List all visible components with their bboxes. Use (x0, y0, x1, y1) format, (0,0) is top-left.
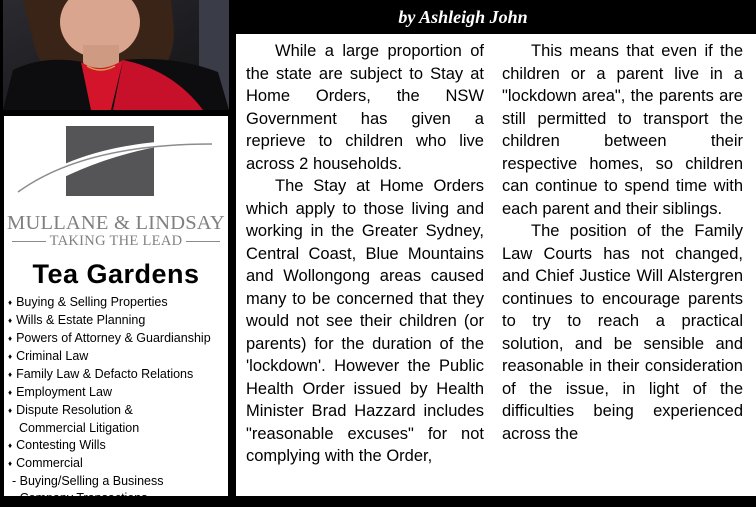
byline: by Ashleigh John (398, 7, 528, 27)
firm-name: MULLANE & LINDSAY (7, 212, 225, 234)
article-column-1 (246, 40, 484, 468)
service-item: ♦ Commercial (8, 455, 228, 473)
paragraph: While a large proportion of the state are subject to Stay at Home Orders, the NSW Government has given a reprieve to children who live across 2 households. (246, 42, 484, 173)
tagline: TAKING THE LEAD (49, 233, 183, 249)
service-item: ♦ Wills & Estate Planning (8, 312, 228, 330)
article-column-2 (502, 40, 743, 445)
service-item: ♦ Buying & Selling Properties (8, 294, 228, 312)
firm-logo (14, 126, 218, 196)
service-item: ♦ Family Law & Defacto Relations (8, 366, 228, 384)
service-subitem: - Company Transactions (12, 491, 148, 505)
tagline-rule-right (186, 241, 220, 243)
service-item: ♦ Employment Law (8, 384, 228, 402)
service-item: ♦ Contesting Wills (8, 437, 228, 455)
paragraph: The position of the Family Law Courts has not changed, and Chief Justice Will Alstergren continues to encourage parents to try to reach a practical solution, and be sensible and reasonable in their consideration of the issue, in light of the difficulties being experienced across the (502, 222, 743, 443)
service-item: ♦ Criminal Law (8, 348, 228, 366)
office-location: Tea Gardens (32, 259, 200, 289)
paragraph: The Stay at Home Orders which apply to those living and working in the Greater Sydney, Central Coast, Blue Mountains and Wollongong areas caused many to be concerned that they would not see their children (or parents) for the duration of the 'lockdown'. However the Public Health Order issued by Health Minister Brad Hazzard includes "reasonable excuses" for not complying with the Order, (246, 177, 484, 465)
service-item-continued: Commercial Litigation (19, 421, 140, 435)
tagline-rule-left (12, 241, 46, 243)
author-photo (3, 0, 229, 110)
law-firm-advertisement (4, 116, 228, 505)
service-subitem: - Buying/Selling a Business (12, 474, 164, 488)
service-item: ♦ Powers of Attorney & Guardianship (8, 330, 228, 348)
article-body (236, 34, 756, 496)
services-list (8, 294, 228, 507)
byline-banner (236, 5, 756, 30)
paragraph: This means that even if the children or a parent live in a "lockdown area", the parents are still permitted to transport the children between their respective homes, so children can continue to spend time with each parent and their siblings. (502, 42, 743, 218)
tagline-row (12, 233, 220, 250)
service-item: ♦ Dispute Resolution & (8, 402, 228, 420)
